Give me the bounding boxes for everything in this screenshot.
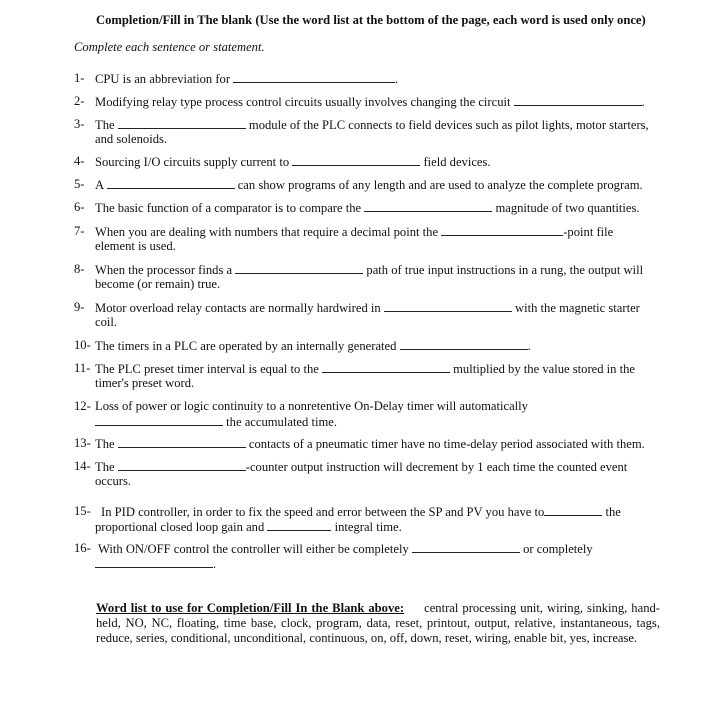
- question-number: 9-: [74, 300, 85, 314]
- question-number: 3-: [74, 117, 85, 131]
- answer-blank[interactable]: [267, 519, 331, 531]
- question-text: contacts of a pneumatic timer have no time-delay period associated with them.: [248, 437, 645, 451]
- answer-blank[interactable]: [514, 94, 642, 106]
- question-text: Sourcing I/O circuits supply current to: [95, 155, 290, 169]
- question-text: field devices.: [423, 155, 491, 169]
- answer-blank[interactable]: [235, 262, 363, 274]
- word-list-heading: Word list to use for Completion/Fill In the Blank above:: [96, 601, 405, 615]
- question-text: With ON/OFF control the controller will either be completely: [98, 542, 409, 556]
- question-number: 14-: [74, 459, 91, 473]
- answer-blank[interactable]: [322, 361, 450, 373]
- question-text: The: [95, 437, 115, 451]
- question-text: When the processor finds a: [95, 263, 233, 277]
- question-text: Modifying relay type process control circuits usually involves changing the circuit: [95, 95, 511, 109]
- question-text: or completely: [523, 542, 593, 556]
- answer-blank[interactable]: [412, 541, 520, 553]
- question-text: -counter output instruction will decrement by 1 each time the counted event: [245, 460, 628, 474]
- question-number: 4-: [74, 154, 85, 168]
- question-number: 12-: [74, 399, 91, 413]
- answer-blank[interactable]: [544, 504, 602, 516]
- answer-blank[interactable]: [118, 436, 246, 448]
- question-number: 8-: [74, 262, 85, 276]
- question-text: .: [213, 557, 217, 571]
- answer-blank[interactable]: [233, 71, 395, 83]
- question-number: 6-: [74, 200, 85, 214]
- question-text: multiplied by the value stored in the: [453, 362, 636, 376]
- question-text: element is used.: [95, 239, 176, 253]
- question-text: the: [605, 505, 621, 519]
- question-text: The: [95, 460, 115, 474]
- question-number: 13-: [74, 436, 91, 450]
- question-text: Loss of power or logic continuity to a nonretentive On-Delay timer will automatically: [95, 399, 528, 413]
- answer-blank[interactable]: [400, 338, 528, 350]
- answer-blank[interactable]: [384, 300, 512, 312]
- question-number: 2-: [74, 94, 85, 108]
- question-text: module of the PLC connects to field devices such as pilot lights, motor starters,: [248, 118, 649, 132]
- question-number: 1-: [74, 71, 85, 85]
- question-text: magnitude of two quantities.: [495, 201, 640, 215]
- answer-blank[interactable]: [95, 556, 213, 568]
- question-text: coil.: [95, 315, 118, 329]
- question-text: occurs.: [95, 474, 132, 488]
- question-text: In PID controller, in order to fix the speed and error between the SP and PV you have to: [101, 505, 545, 519]
- answer-blank[interactable]: [118, 459, 246, 471]
- question-text: integral time.: [334, 520, 402, 534]
- question-text: The: [95, 118, 115, 132]
- question-number: 5-: [74, 177, 85, 191]
- word-list-words: central processing unit, wiring, sinking, hand-held, NO, NC, floating, time base, clock, program, data, reset, printout, output, relative, instantaneous, tags, reduce, series, conditional, unconditional, continuous, on, off, down, reset, wiring, enable bit, yes, increase.: [96, 601, 660, 645]
- question-number: 10-: [74, 338, 91, 352]
- question-text: .: [641, 95, 645, 109]
- page-title: Completion/Fill in The blank (Use the word list at the bottom of the page, each word is used only once): [96, 13, 646, 27]
- question-text: .: [527, 339, 531, 353]
- answer-blank[interactable]: [292, 154, 420, 166]
- answer-blank[interactable]: [95, 414, 223, 426]
- question-text: The PLC preset timer interval is equal to the: [95, 362, 319, 376]
- question-text: timer's preset word.: [95, 376, 195, 390]
- question-text: and solenoids.: [95, 132, 168, 146]
- question-text: The basic function of a comparator is to compare the: [95, 201, 362, 215]
- question-number: 11-: [74, 361, 91, 375]
- answer-blank[interactable]: [107, 177, 235, 189]
- question-text: The timers in a PLC are operated by an internally generated: [95, 339, 397, 353]
- question-text: -point file: [563, 225, 614, 239]
- answer-blank[interactable]: [118, 117, 246, 129]
- instruction-text: Complete each sentence or statement.: [74, 40, 265, 54]
- word-list: [96, 601, 660, 646]
- question-text: become (or remain) true.: [95, 277, 221, 291]
- question-text: When you are dealing with numbers that require a decimal point the: [95, 225, 439, 239]
- question-text: proportional closed loop gain and: [95, 520, 265, 534]
- question-text: the accumulated time.: [226, 415, 338, 429]
- question-number: 7-: [74, 224, 85, 238]
- question-text: Motor overload relay contacts are normally hardwired in: [95, 301, 381, 315]
- question-text: A: [95, 178, 104, 192]
- question-number: 16-: [74, 541, 91, 555]
- question-text: .: [395, 72, 399, 86]
- question-number: 15-: [74, 504, 91, 518]
- question-text: can show programs of any length and are used to analyze the complete program.: [237, 178, 643, 192]
- question-text: path of true input instructions in a rung, the output will: [366, 263, 644, 277]
- answer-blank[interactable]: [364, 200, 492, 212]
- question-text: with the magnetic starter: [515, 301, 640, 315]
- answer-blank[interactable]: [441, 224, 563, 236]
- question-text: CPU is an abbreviation for: [95, 72, 231, 86]
